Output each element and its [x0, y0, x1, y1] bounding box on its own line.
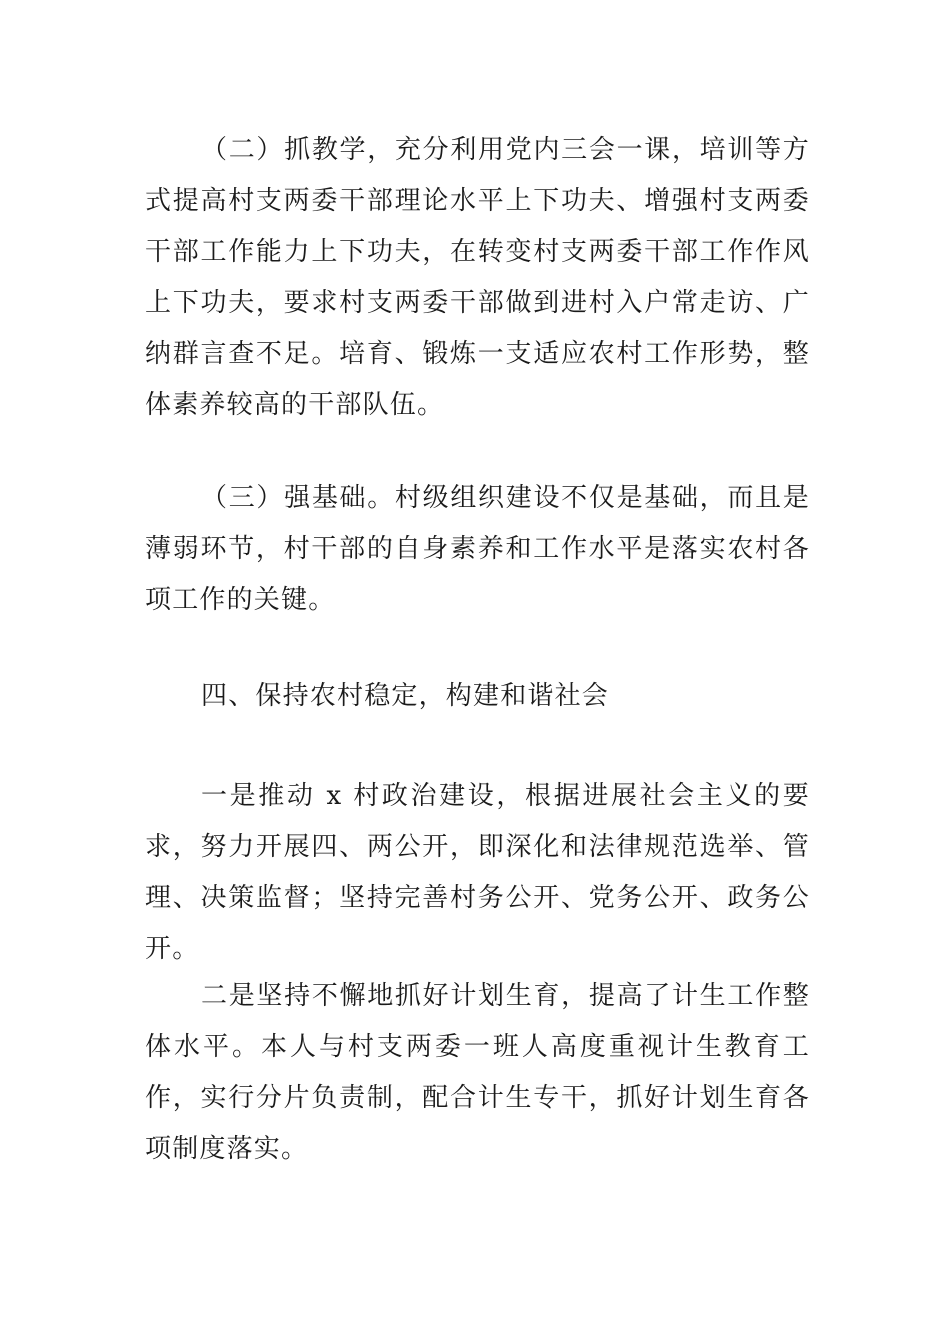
- section-heading: 四、保持农村稳定，构建和谐社会: [201, 681, 610, 711]
- paragraph-foundation: （三）强基础。村级组织建设不仅是基础，而且是薄弱环节，村干部的自身素养和工作水平是落实农村各项工作的关键。: [145, 483, 810, 615]
- paragraph-political-construction: 一是推动 x 村政治建设，根据进展社会主义的要求，努力开展四、两公开，即深化和法律规范选举、管理、决策监督；坚持完善村务公开、党务公开、政务公开。: [145, 781, 810, 964]
- paragraph-teaching: （二）抓教学，充分利用党内三会一课，培训等方式提高村支两委干部理论水平上下功夫、增强村支两委干部工作能力上下功夫，在转变村支两委干部工作作风上下功夫，要求村支两委干部做到进村入户常走访、广纳群言查不足。培育、锻炼一支适应农村工作形势，整体素养较高的干部队伍。: [145, 135, 810, 420]
- paragraph-family-planning: 二是坚持不懈地抓好计划生育，提高了计生工作整体水平。本人与村支两委一班人高度重视计生教育工作，实行分片负责制，配合计生专干，抓好计划生育各项制度落实。: [145, 981, 810, 1164]
